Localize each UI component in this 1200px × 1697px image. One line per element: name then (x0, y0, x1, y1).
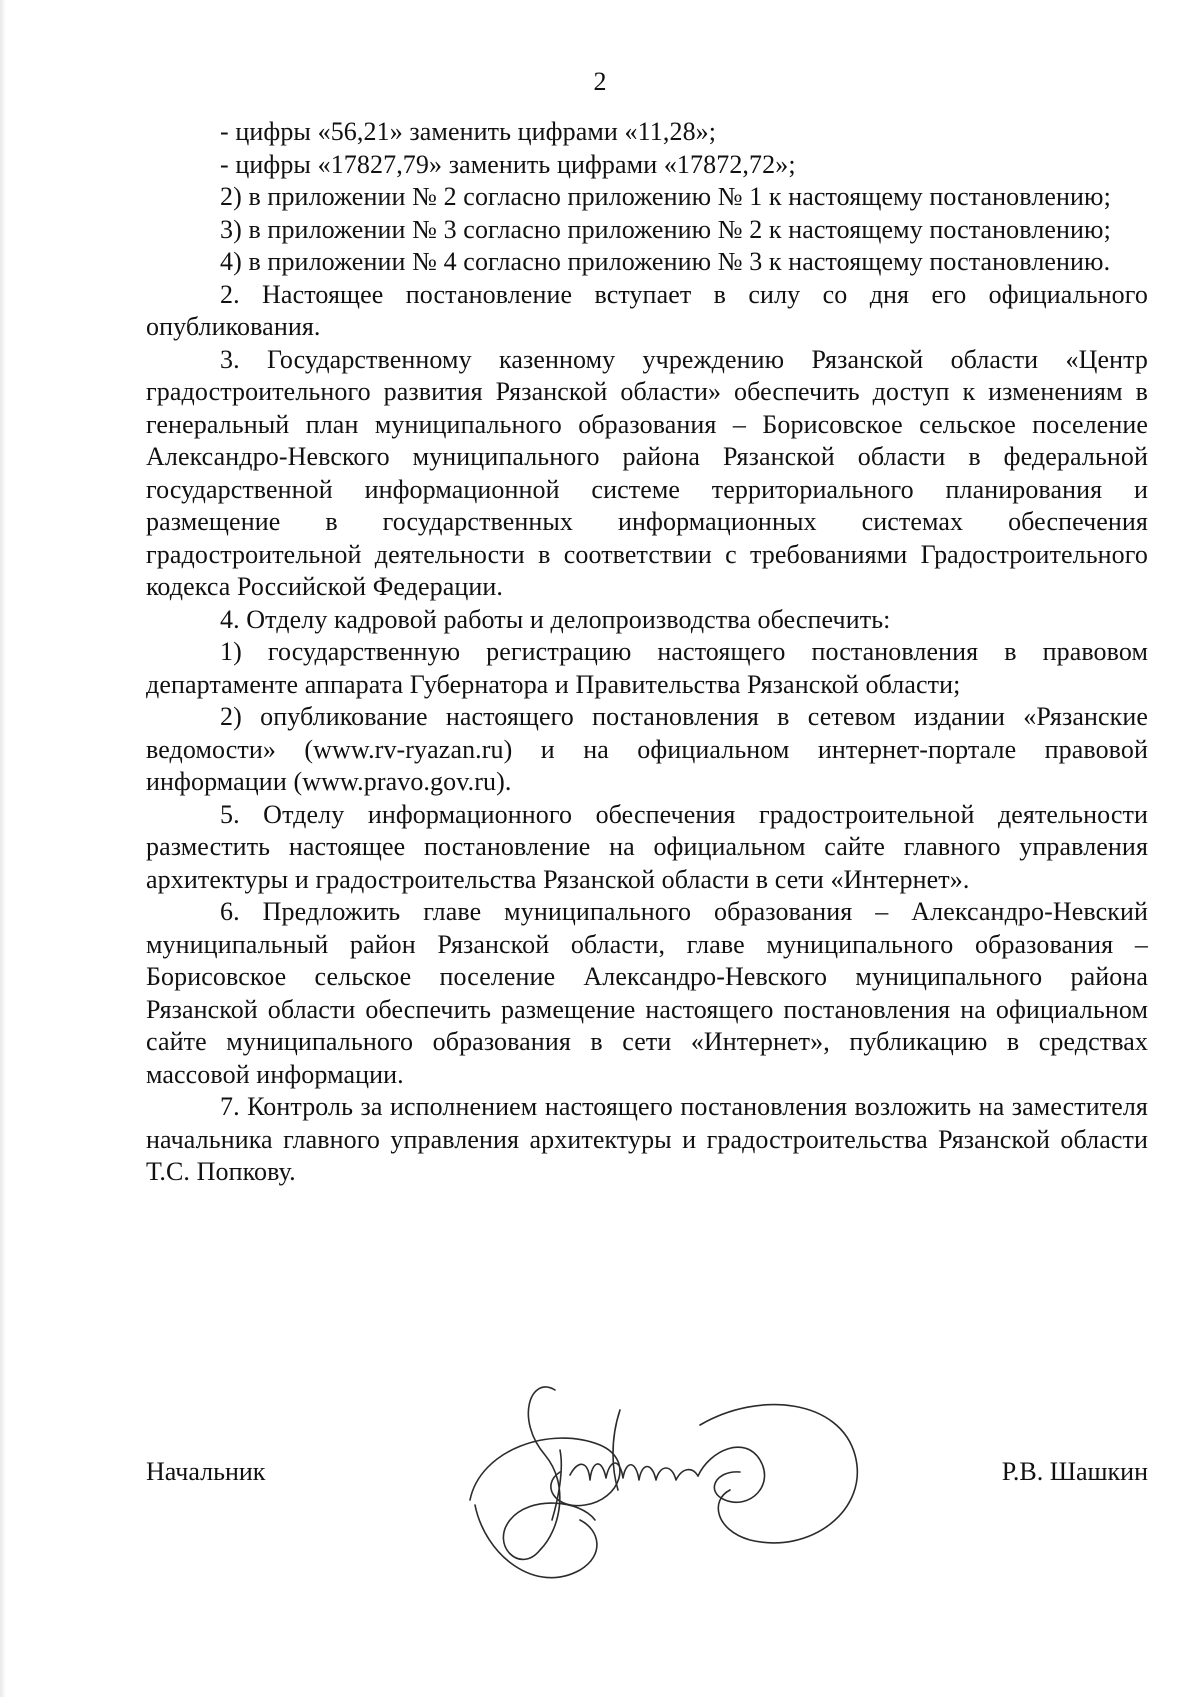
paragraph-clause-4: 4. Отделу кадровой работы и делопроизводства обеспечить: (220, 604, 891, 634)
paragraph-appendix-3: 3) в приложении № 3 согласно приложению № 2 к настоящему постановлению; (220, 214, 1111, 244)
position-title: Начальник (146, 1457, 266, 1486)
paragraph-clause-5: 5. Отделу информационного обеспечения градостроительной деятельности разместить настоящее постановление на официальном сайте главного управления архитектуры и градостроительства Рязанской области в сети «Интернет». (146, 799, 1148, 894)
document-body (146, 116, 1148, 1189)
paragraph-clause-2: 2. Настоящее постановление вступает в силу со дня его официального опубликования. (146, 279, 1148, 341)
paragraph-appendix-2: 2) в приложении № 2 согласно приложению № 1 к настоящему постановлению; (220, 182, 1111, 211)
paragraph-clause-4-1: 1) государственную регистрацию настоящего постановления в правовом департаменте аппарата Губернатора и Правительства Рязанской области; (146, 637, 1148, 699)
paragraph-clause-7: 7. Контроль за исполнением настоящего постановления возложить на заместителя начальника главного управления архитектуры и градостроительства Рязанской области Т.С. Попкову. (146, 1092, 1148, 1186)
paragraph-item-1: - цифры «56,21» заменить цифрами «11,28»; (220, 117, 717, 146)
paragraph-clause-3: 3. Государственному казенному учреждению Рязанской области «Центр градостроительного развития Рязанской области» обеспечить доступ к изменениям в генеральный план муниципального образования – Борисовское сельское поселение Александро-Невского муниципального района Рязанской области в федеральной государственной информационной системе территориального планирования и размещение в государственных информационных системах обеспечения градостроительной деятельности в соответствии с требованиями Градостроительного кодекса Российской Федерации. (146, 344, 1148, 601)
handwritten-signature (460, 1380, 880, 1610)
scan-edge (0, 0, 6, 1697)
paragraph-clause-4-2: 2) опубликование настоящего постановления в сетевом издании «Рязанские ведомости» (www.rv-ryazan.ru) и на официальном интернет-портале правовой информации (www.pravo.gov.ru). (146, 702, 1148, 796)
paragraph-clause-6: 6. Предложить главе муниципального образования – Александро-Невский муниципальный район Рязанской области, главе муниципального образования – Борисовское сельское поселение Александро-Невского муниципального района Рязанской области обеспечить размещение настоящего постановления на официальном сайте муниципального образования в сети «Интернет», публикацию в средствах массовой информации. (146, 897, 1148, 1089)
page-number: 2 (593, 67, 607, 96)
paragraph-item-2: - цифры «17827,79» заменить цифрами «17872,72»; (220, 149, 796, 179)
signatory-name: Р.В. Шашкин (1001, 1457, 1148, 1486)
paragraph-appendix-4: 4) в приложении № 4 согласно приложению № 3 к настоящему постановлению. (220, 247, 1111, 276)
